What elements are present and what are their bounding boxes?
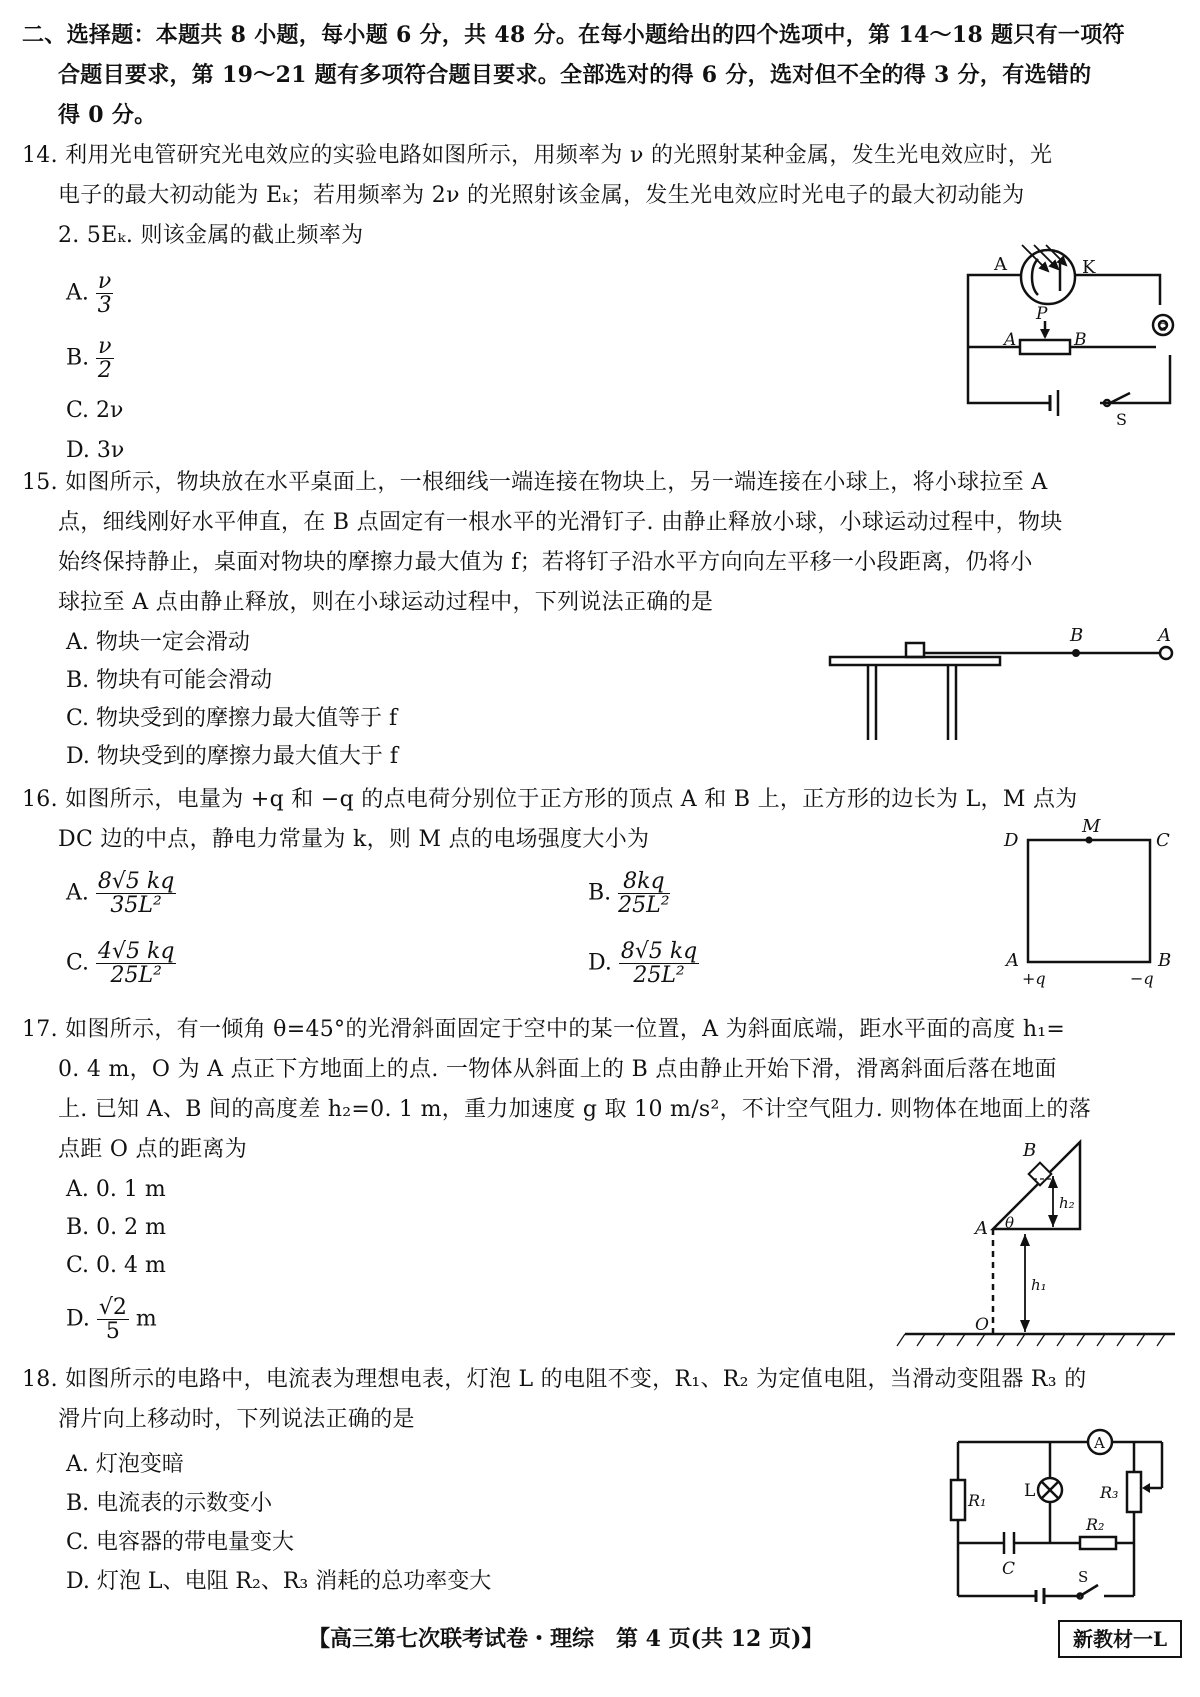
q16-fig-label-c: C [1156,830,1170,851]
q16-option-a[interactable] [66,870,176,917]
q16-stem-line-2: DC 边的中点，静电力常量为 k，则 M 点的电场强度大小为 [58,827,650,852]
section-instruction-line-3: 得 0 分。 [58,102,157,128]
fraction-denominator: 5 [105,1319,120,1345]
option-letter: A. [66,880,96,906]
q14-fig-label-g: G [1158,321,1167,334]
q15-option-d[interactable]: D. 物块受到的摩擦力最大值大于 f [66,744,398,769]
option-letter: D. [66,1306,97,1332]
q15-table-block-figure [828,625,1178,745]
fraction-numerator: ν [97,269,112,294]
fraction [97,1296,129,1343]
q14-photocell-circuit-figure [960,245,1180,429]
q17-fig-label-h1: h₁ [1031,1276,1047,1294]
unit: m [128,1306,157,1332]
edition-tag: 新教材一L [1058,1620,1182,1658]
q17-option-a[interactable]: A. 0. 1 m [66,1177,166,1202]
fraction-denominator: 2 [97,358,112,384]
q18-fig-label-ammeter: A [1094,1434,1105,1452]
q17-fig-label-h2: h₂ [1059,1194,1075,1212]
q18-option-c[interactable]: C. 电容器的带电量变大 [66,1530,295,1555]
fraction-numerator: 8√5 kq [620,939,698,964]
q15-stem-line-3: 始终保持静止，桌面对物块的摩擦力最大值为 f；若将钉子沿水平方向向左平移一小段距离，仍将小 [58,550,1033,575]
q16-fig-label-a: A [1006,950,1019,971]
fraction-denominator: 25L² [633,963,685,989]
q14-option-d[interactable]: D. 3ν [66,438,125,463]
q17-stem-line-3: 上. 已知 A、B 间的高度差 h₂=0. 1 m，重力加速度 g 取 10 m/s²，不计空气阻力. 则物体在地面上的落 [58,1097,1091,1122]
q17-fig-label-b: B [1023,1140,1037,1161]
q16-fig-label-b: B [1158,950,1172,971]
q16-stem-line-1: 16. 如图所示，电量为 +q 和 −q 的点电荷分别位于正方形的顶点 A 和 B 上，正方形的边长为 L，M 点为 [22,787,1078,812]
q16-option-c[interactable] [66,940,176,987]
q15-fig-label-a: A [1158,625,1171,646]
fraction [96,940,176,987]
q16-option-b[interactable] [588,870,670,917]
q16-square-charges-figure [1000,818,1175,988]
q16-fig-label-plus-q: +q [1022,969,1046,988]
q14-fig-label-p: P [1036,304,1048,324]
q18-stem-line-1: 18. 如图所示的电路中，电流表为理想电表，灯泡 L 的电阻不变，R₁、R₂ 为定值电阻，当滑动变阻器 R₃ 的 [22,1367,1087,1392]
q17-option-c[interactable]: C. 0. 4 m [66,1253,166,1278]
option-letter: B. [66,345,97,371]
q14-option-a[interactable] [66,270,113,317]
q14-option-b[interactable] [66,335,114,382]
q17-stem-line-4: 点距 O 点的距离为 [58,1137,248,1162]
fraction-denominator: 35L² [110,893,162,919]
q14-stem-line-3: 2. 5Eₖ. 则该金属的截止频率为 [58,223,364,248]
fraction [96,335,113,382]
fraction-denominator: 25L² [618,893,670,919]
fraction [96,270,113,317]
q17-incline-figure [905,1124,1180,1354]
q15-stem-line-4: 球拉至 A 点由静止释放，则在小球运动过程中，下列说法正确的是 [58,590,714,615]
nail-b-dot [1072,649,1080,657]
q15-fig-label-b: B [1070,625,1084,646]
fraction [619,940,699,987]
q17-fig-label-theta: θ [1005,1214,1015,1232]
q14-stem-line-2: 电子的最大初动能为 Eₖ；若用频率为 2ν 的光照射该金属，发生光电效应时光电子的最大初动能为 [58,183,1025,208]
q17-option-d[interactable] [66,1296,157,1343]
fraction-numerator: ν [98,334,112,359]
q17-option-b[interactable]: B. 0. 2 m [66,1215,166,1240]
fraction-numerator: 4√5 kq [98,939,175,964]
q18-option-d[interactable]: D. 灯泡 L、电阻 R₂、R₃ 消耗的总功率变大 [66,1569,492,1594]
fraction-numerator: √2 [98,1295,127,1320]
option-letter: C. [66,950,97,976]
q14-fig-label-k: K [1082,257,1096,278]
q14-fig-label-s: S [1116,410,1127,429]
q14-fig-label-a: A [994,254,1007,275]
option-letter: D. [588,950,619,976]
q18-fig-label-l: L [1024,1481,1036,1501]
q17-stem-line-1: 17. 如图所示，有一倾角 θ=45°的光滑斜面固定于空中的某一位置，A 为斜面底端，距水平面的高度 h₁= [22,1017,1066,1042]
q18-option-a[interactable]: A. 灯泡变暗 [66,1452,184,1477]
fraction-denominator: 25L² [110,963,162,989]
q16-fig-label-m: M [1082,816,1101,837]
fraction [96,870,176,917]
q18-fig-label-r2: R₂ [1086,1515,1105,1534]
q18-fig-label-s: S [1078,1568,1089,1586]
q16-fig-label-minus-q: −q [1130,969,1154,988]
q18-fig-label-c: C [1002,1559,1016,1579]
q17-stem-line-2: 0. 4 m，O 为 A 点正下方地面上的点. 一物体从斜面上的 B 点由静止开始下滑，滑离斜面后落在地面 [58,1057,1057,1082]
page-footer: 【高三第七次联考试卷・理综 第 4 页(共 12 页)】 [308,1626,824,1652]
q14-stem-line-1: 14. 利用光电管研究光电效应的实验电路如图所示，用频率为 ν 的光照射某种金属，发生光电效应时，光 [22,143,1053,168]
fraction-numerator: 8kq [618,870,669,894]
q18-stem-line-2: 滑片向上移动时，下列说法正确的是 [58,1407,415,1432]
q18-fig-label-r3: R₃ [1100,1483,1119,1502]
q17-fig-label-o: O [975,1315,989,1335]
fraction-denominator: 3 [97,293,112,319]
q17-fig-label-a: A [975,1218,988,1239]
option-letter: A. [66,280,96,306]
q14-fig-label-b: B [1074,330,1087,350]
q15-stem-line-2: 点，细线刚好水平伸直，在 B 点固定有一根水平的光滑钉子. 由静止释放小球，小球运动过程中，物块 [58,510,1063,535]
q15-option-c[interactable]: C. 物块受到的摩擦力最大值等于 f [66,706,398,731]
fraction [618,870,669,917]
q15-stem-line-1: 15. 如图所示，物块放在水平桌面上，一根细线一端连接在物块上，另一端连接在小球上，将小球拉至 A [22,470,1048,495]
section-instruction-line-2: 合题目要求，第 19～21 题有多项符合题目要求。全部选对的得 6 分，选对但不全的得 3 分，有选错的 [58,62,1092,88]
q18-option-b[interactable]: B. 电流表的示数变小 [66,1491,273,1516]
q14-fig-label-a2: A [1004,330,1017,350]
option-letter: B. [588,880,619,906]
q18-circuit-figure [940,1430,1175,1605]
q18-fig-label-r1: R₁ [968,1491,987,1510]
section-instruction-line-1: 二、选择题：本题共 8 小题，每小题 6 分，共 48 分。在每小题给出的四个选项中，第 14～18 题只有一项符 [22,22,1125,48]
q16-fig-label-d: D [1004,830,1019,851]
q16-option-d[interactable] [588,940,699,987]
fraction-numerator: 8√5 kq [97,869,175,894]
q15-option-b[interactable]: B. 物块有可能会滑动 [66,668,273,693]
q15-option-a[interactable]: A. 物块一定会滑动 [66,630,250,655]
q14-option-c[interactable]: C. 2ν [66,398,124,423]
